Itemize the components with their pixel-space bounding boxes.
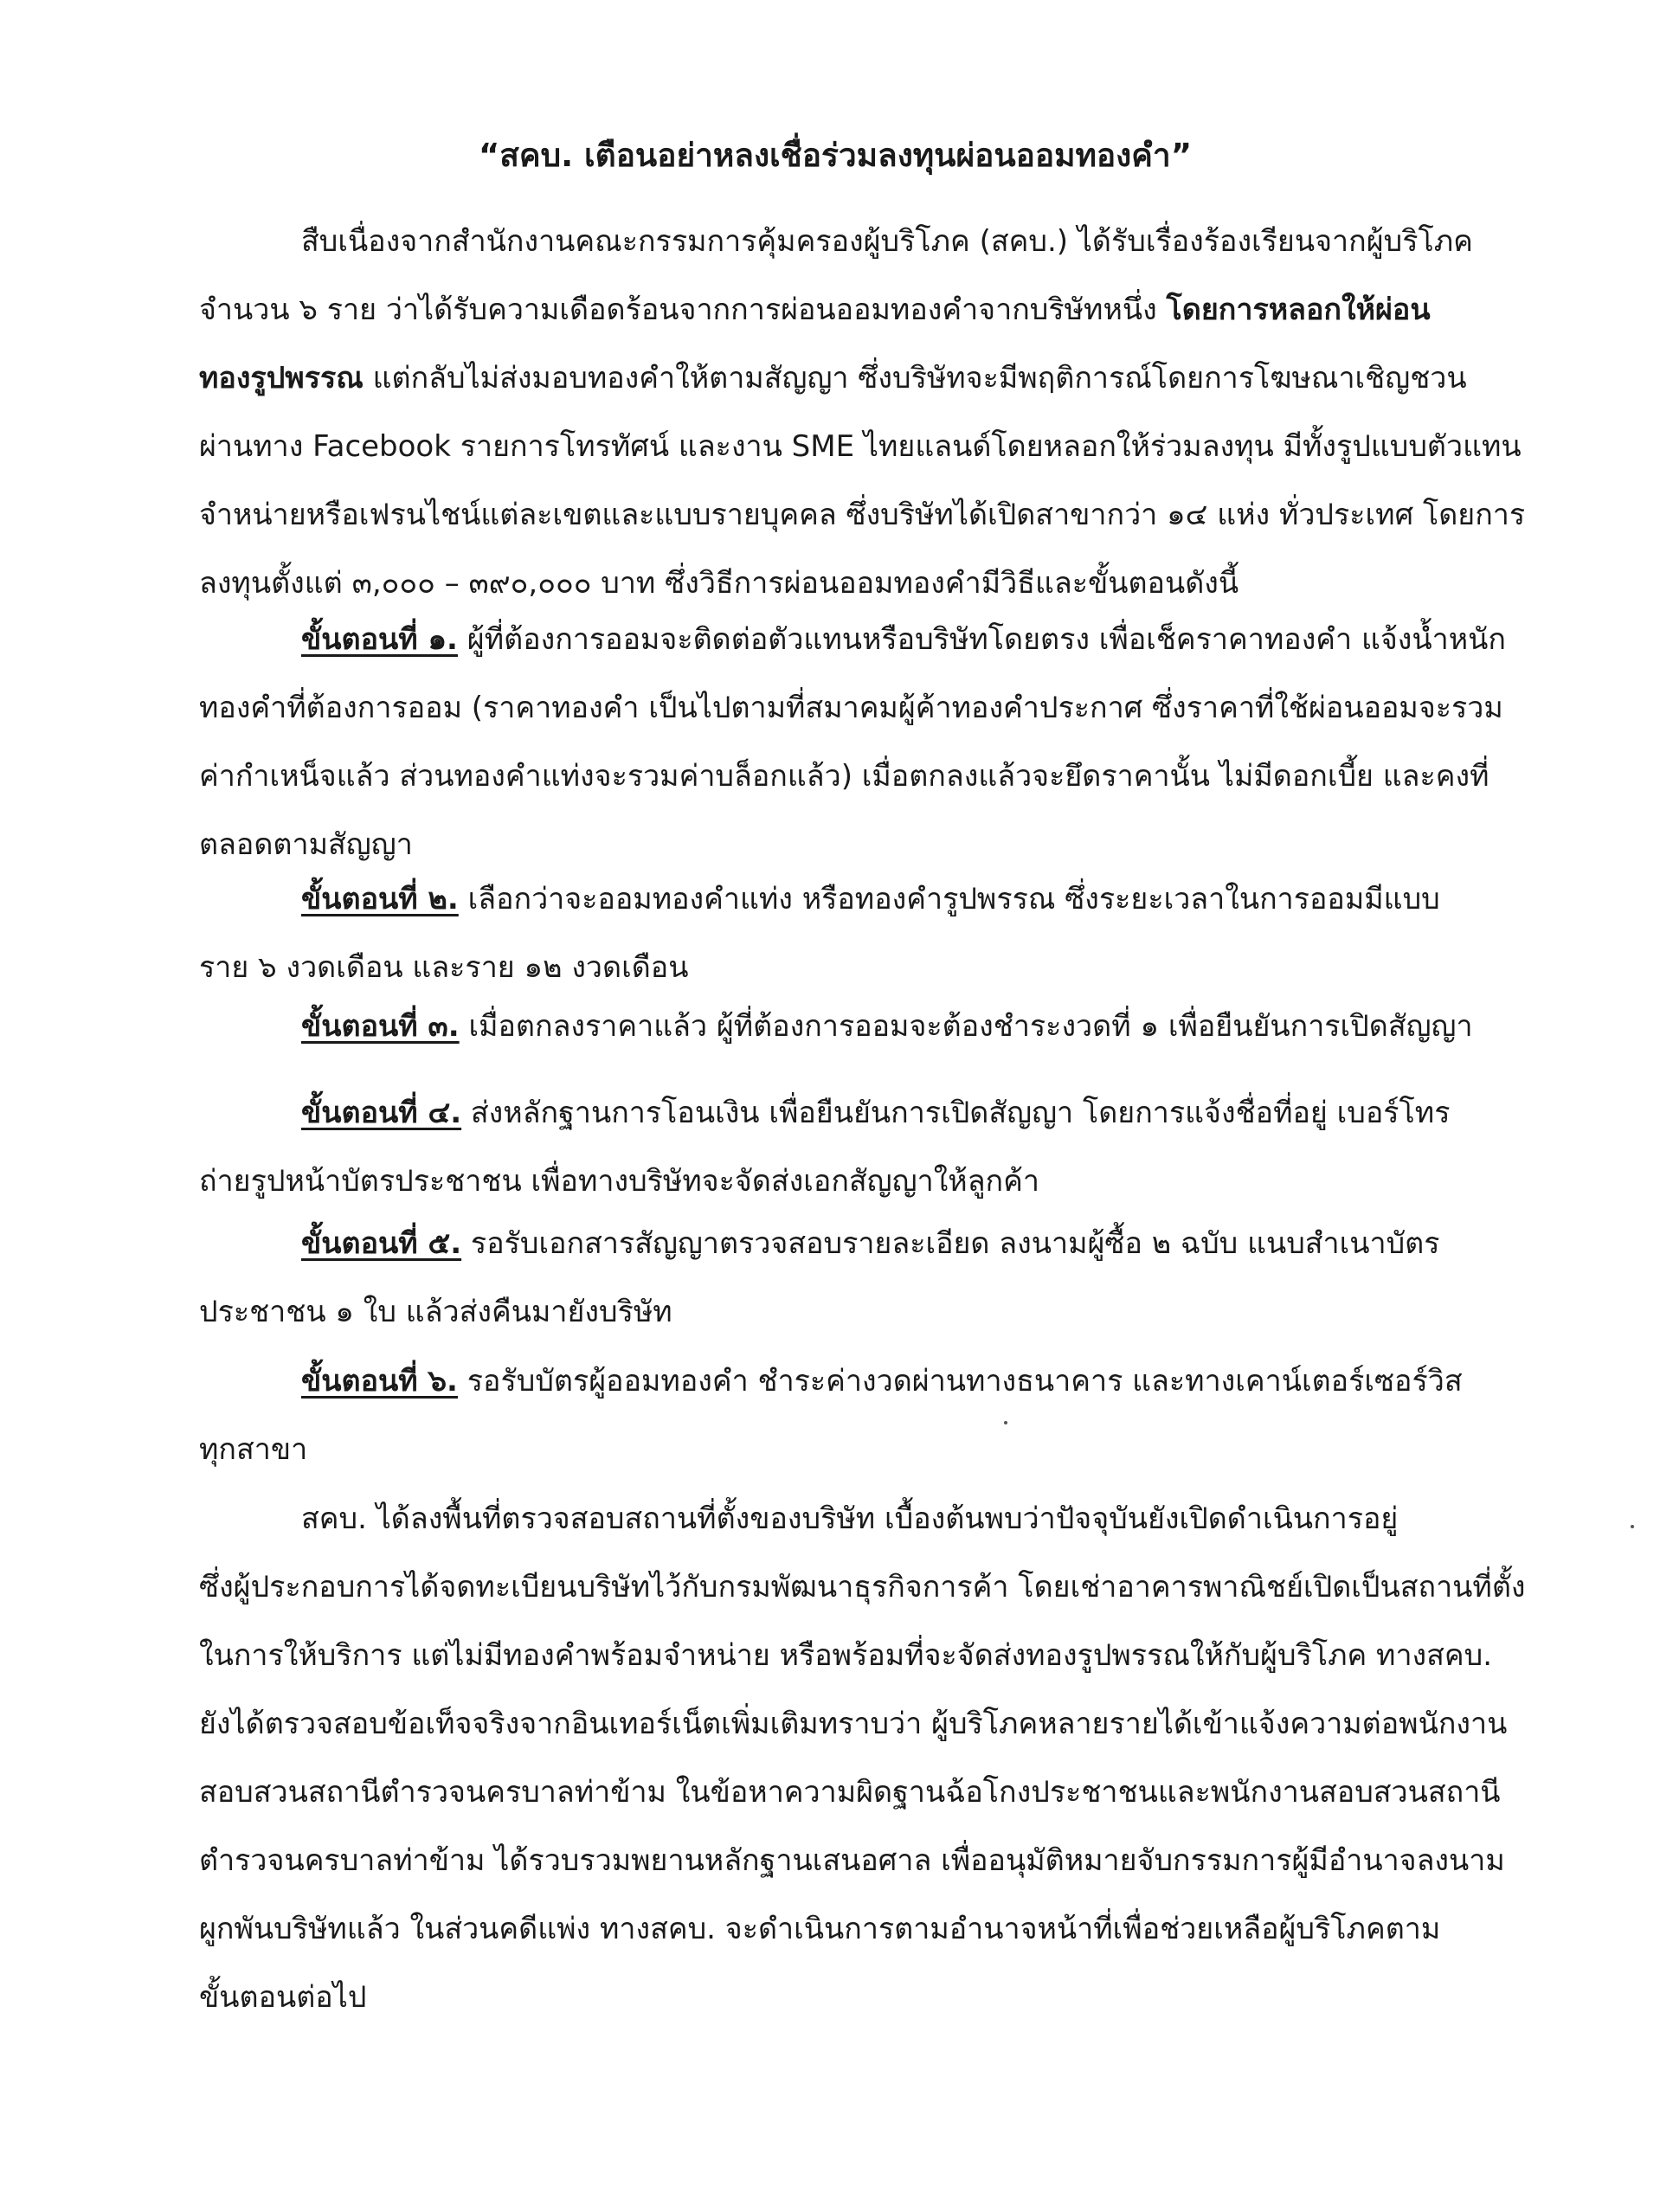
text-line: ทองคำที่ต้องการออม (ราคาทองคำ เป็นไปตามที่สมาคมผู้ค้าทองคำประกาศ ซึ่งราคาที่ใช้ผ่อนออมจะรวม <box>199 691 1503 725</box>
text-run: เมื่อตกลงราคาแล้ว ผู้ที่ต้องการออมจะต้องชำระงวดที่ ๑ เพื่อยืนยันการเปิดสัญญา <box>459 1009 1473 1044</box>
text-line: ประชาชน ๑ ใบ แล้วส่งคืนมายังบริษัท <box>199 1295 672 1329</box>
step-5-label: ขั้นตอนที่ ๕. <box>301 1226 462 1261</box>
document-title: “สคบ. เตือนอย่าหลงเชื่อร่วมลงทุนผ่อนออมทองคำ” <box>478 137 1193 174</box>
emphasis-text: โดยการหลอกให้ผ่อน <box>1166 293 1431 327</box>
text-line: ราย ๖ งวดเดือน และราย ๑๒ งวดเดือน <box>199 950 689 985</box>
text-line: ตำรวจนครบาลท่าข้าม ได้รวบรวมพยานหลักฐานเสนอศาล เพื่ออนุมัติหมายจับกรรมการผู้มีอำนาจลงนาม <box>199 1843 1505 1878</box>
step-2-paragraph <box>199 865 1532 1002</box>
text-line: ทุกสาขา <box>199 1432 308 1467</box>
text-run: รอรับบัตรผู้ออมทองคำ ชำระค่างวดผ่านทางธนาคาร และทางเคาน์เตอร์เซอร์วิส <box>457 1364 1463 1399</box>
text-line: สคบ. ได้ลงพื้นที่ตรวจสอบสถานที่ตั้งของบริษัท เบื้องต้นพบว่าปัจจุบันยังเปิดดำเนินการอยู่ <box>301 1501 1399 1536</box>
step-2-label: ขั้นตอนที่ ๒. <box>301 882 459 916</box>
text-line: ถ่ายรูปหน้าบัตรประชาชน เพื่อทางบริษัทจะจัดส่งเอกสัญญาให้ลูกค้า <box>199 1164 1039 1199</box>
emphasis-text: ทองรูปพรรณ <box>199 361 364 395</box>
text-line: ลงทุนตั้งแต่ ๓,๐๐๐ – ๓๙๐,๐๐๐ บาท ซึ่งวิธีการผ่อนออมทองคำมีวิธีและขั้นตอนดังนี้ <box>199 566 1239 601</box>
text-run: ส่งหลักฐานการโอนเงิน เพื่อยืนยันการเปิดสัญญา โดยการแจ้งชื่อที่อยู่ เบอร์โทร <box>461 1096 1451 1130</box>
step-5-paragraph <box>199 1210 1532 1347</box>
scan-speck <box>1631 1525 1634 1528</box>
text-run: แต่กลับไม่ส่งมอบทองคำให้ตามสัญญา ซึ่งบริษัทจะมีพฤติการณ์โดยการโฆษณาเชิญชวน <box>363 361 1467 395</box>
text-line <box>199 1079 1532 1148</box>
step-3-paragraph <box>199 993 1532 1061</box>
step-6-label: ขั้นตอนที่ ๖. <box>301 1364 458 1399</box>
text-line <box>199 1347 1532 1416</box>
text-run: จำนวน ๖ ราย ว่าได้รับความเดือดร้อนจากการผ่อนออมทองคำจากบริษัทหนึ่ง <box>199 293 1167 327</box>
text-line <box>199 344 1532 413</box>
text-run: เลือกว่าจะออมทองคำแท่ง หรือทองคำรูปพรรณ ซึ่งระยะเวลาในการออมมีแบบ <box>458 882 1440 916</box>
text-run: รอรับเอกสารสัญญาตรวจสอบรายละเอียด ลงนามผู้ซื้อ ๒ ฉบับ แนบสำเนาบัตร <box>461 1226 1440 1261</box>
step-4-paragraph <box>199 1079 1532 1216</box>
text-line <box>199 1210 1532 1278</box>
intro-paragraph <box>199 208 1532 618</box>
text-line: สอบสวนสถานีตำรวจนครบาลท่าข้าม ในข้อหาความผิดฐานฉ้อโกงประชาชนและพนักงานสอบสวนสถานี <box>199 1775 1501 1810</box>
step-3-label: ขั้นตอนที่ ๓. <box>301 1009 460 1044</box>
scan-speck <box>1004 1421 1007 1424</box>
closing-paragraph <box>199 1485 1532 2032</box>
step-1-label: ขั้นตอนที่ ๑. <box>301 622 458 657</box>
text-run: ผู้ที่ต้องการออมจะติดต่อตัวแทนหรือบริษัทโดยตรง เพื่อเช็คราคาทองคำ แจ้งน้ำหนัก <box>457 622 1506 657</box>
text-line <box>199 276 1532 344</box>
text-line <box>199 606 1532 674</box>
step-6-paragraph <box>199 1347 1532 1484</box>
step-1-paragraph <box>199 606 1532 879</box>
text-line: ในการให้บริการ แต่ไม่มีทองคำพร้อมจำหน่าย หรือพร้อมที่จะจัดส่งทองรูปพรรณให้กับผู้บริโภค ทางสคบ. <box>199 1638 1493 1673</box>
text-line: ยังได้ตรวจสอบข้อเท็จจริงจากอินเทอร์เน็ตเพิ่มเติมทราบว่า ผู้บริโภคหลายรายได้เข้าแจ้งความต่อพนักงาน <box>199 1707 1508 1741</box>
text-line <box>199 993 1532 1061</box>
text-line: ผูกพันบริษัทแล้ว ในส่วนคดีแพ่ง ทางสคบ. จะดำเนินการตามอำนาจหน้าที่เพื่อช่วยเหลือผู้บริโภคตาม <box>199 1912 1441 1946</box>
text-line: ค่ากำเหน็จแล้ว ส่วนทองคำแท่งจะรวมค่าบล็อกแล้ว) เมื่อตกลงแล้วจะยึดราคานั้น ไม่มีดอกเบี้ย และคงที่ <box>199 759 1489 794</box>
text-line: ตลอดตามสัญญา <box>199 827 413 862</box>
text-line: ซึ่งผู้ประกอบการได้จดทะเบียนบริษัทไว้กับกรมพัฒนาธุรกิจการค้า โดยเช่าอาคารพาณิชย์เปิดเป็นสถานที่ตั้ง <box>199 1570 1526 1604</box>
text-line: ขั้นตอนต่อไป <box>199 1980 367 2015</box>
text-line: สืบเนื่องจากสำนักงานคณะกรรมการคุ้มครองผู้บริโภค (สคบ.) ได้รับเรื่องร้องเรียนจากผู้บริโภค <box>301 224 1473 259</box>
text-line: จำหน่ายหรือเฟรนไชน์แต่ละเขตและแบบรายบุคคล ซึ่งบริษัทได้เปิดสาขากว่า ๑๔ แห่ง ทั่วประเทศ โดยการ <box>199 498 1526 532</box>
step-4-label: ขั้นตอนที่ ๔. <box>301 1096 462 1130</box>
text-line: ผ่านทาง Facebook รายการโทรทัศน์ และงาน SME ไทยแลนด์โดยหลอกให้ร่วมลงทุน มีทั้งรูปแบบตัวแทน <box>199 429 1522 464</box>
text-line <box>199 865 1532 934</box>
